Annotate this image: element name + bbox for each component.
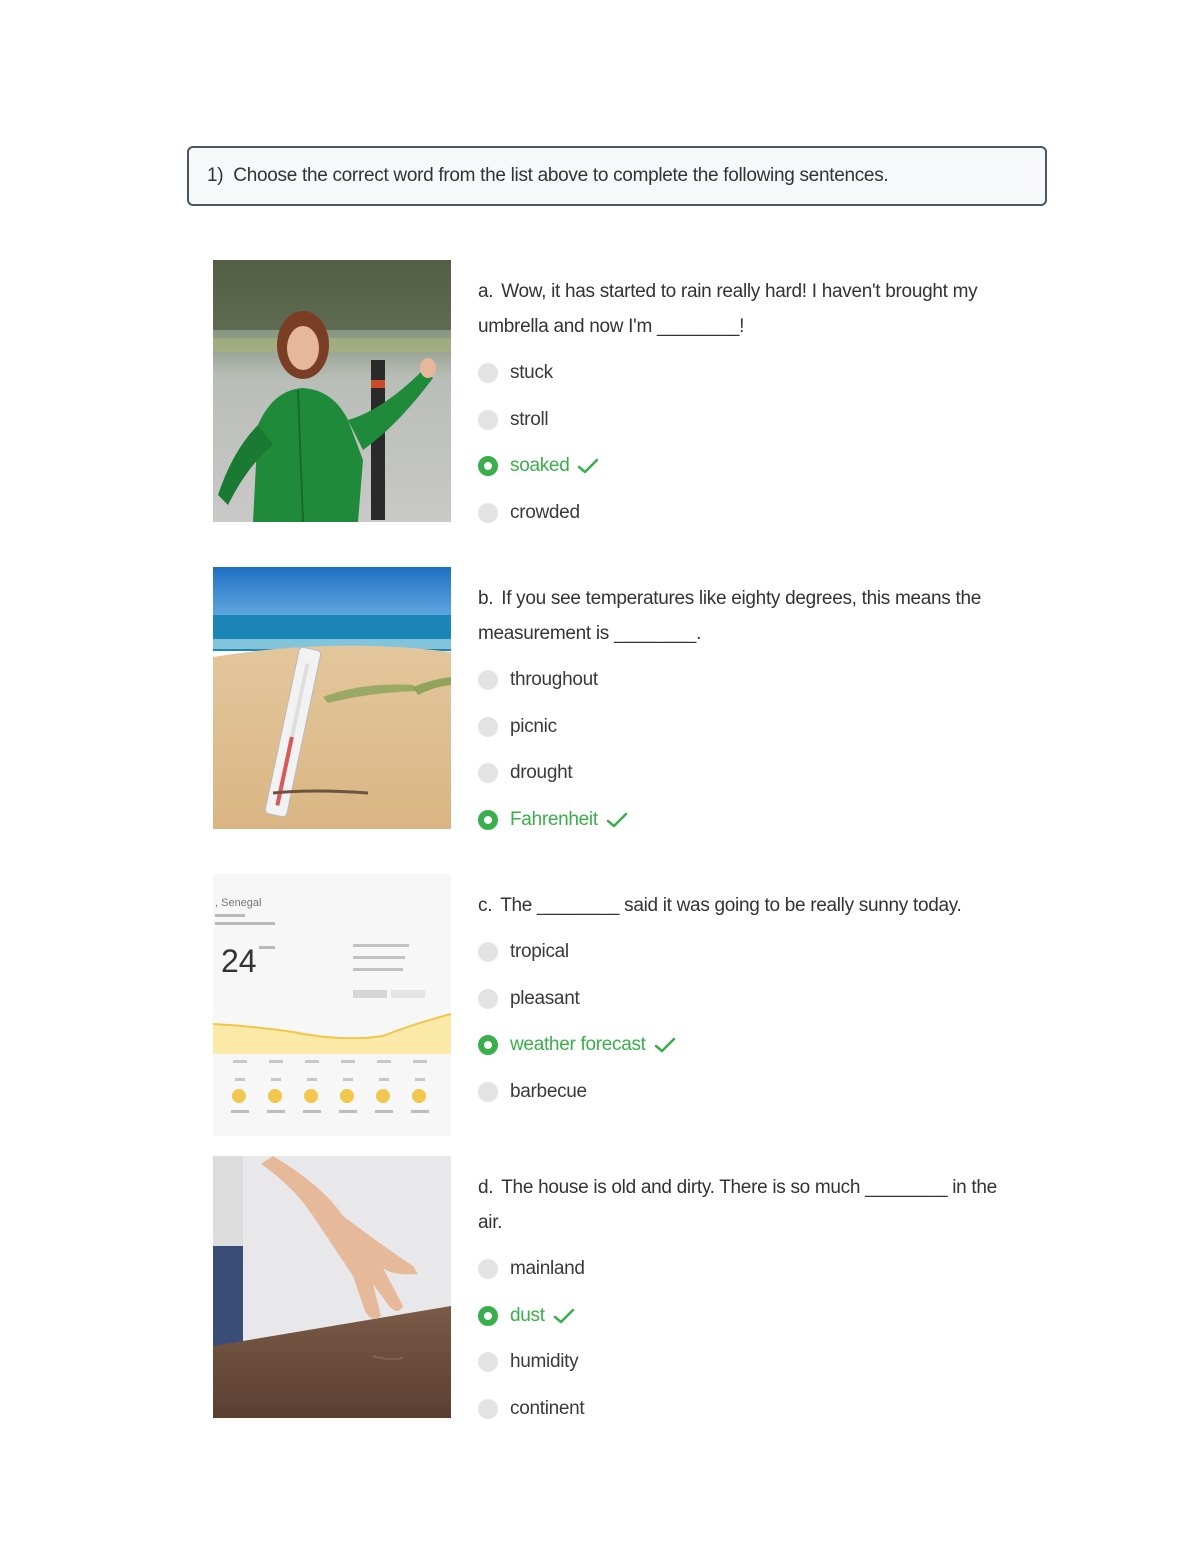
radio-button-selected[interactable] bbox=[478, 1035, 498, 1055]
radio-button[interactable] bbox=[478, 717, 498, 737]
question-d-text bbox=[478, 1170, 1018, 1240]
question-c-body bbox=[478, 888, 1018, 1115]
option-tropical[interactable] bbox=[478, 929, 1018, 976]
option-label: continent bbox=[510, 1397, 585, 1419]
woman-in-rain-photo bbox=[213, 260, 451, 522]
option-label: humidity bbox=[510, 1351, 579, 1373]
option-stroll[interactable] bbox=[478, 397, 1018, 444]
option-label: Fahrenheit bbox=[510, 808, 598, 830]
radio-button[interactable] bbox=[478, 503, 498, 523]
question-d-sentence: The house is old and dirty. There is so much ________ in the air. bbox=[478, 1177, 997, 1233]
hand-on-dusty-table-photo bbox=[213, 1156, 451, 1418]
radio-button[interactable] bbox=[478, 1352, 498, 1372]
thermometer-in-sand-photo bbox=[213, 567, 451, 829]
option-label: stroll bbox=[510, 408, 549, 430]
question-a-text bbox=[478, 274, 1018, 344]
question-d-body bbox=[478, 1170, 1018, 1432]
option-mainland[interactable] bbox=[478, 1246, 1018, 1293]
radio-button-selected[interactable] bbox=[478, 1306, 498, 1326]
checkmark-icon bbox=[654, 1036, 676, 1054]
question-c-letter: c. bbox=[478, 895, 493, 916]
option-label: stuck bbox=[510, 362, 553, 384]
radio-button[interactable] bbox=[478, 410, 498, 430]
option-label: soaked bbox=[510, 455, 570, 477]
option-label: weather forecast bbox=[510, 1034, 646, 1056]
option-weather-forecast[interactable] bbox=[478, 1022, 1018, 1069]
option-crowded[interactable] bbox=[478, 490, 1018, 537]
option-throughout[interactable] bbox=[478, 657, 1018, 704]
instruction-box bbox=[187, 146, 1047, 206]
radio-button[interactable] bbox=[478, 989, 498, 1009]
question-a-letter: a. bbox=[478, 281, 494, 302]
option-soaked[interactable] bbox=[478, 443, 1018, 490]
question-number: 1) bbox=[207, 165, 224, 186]
radio-button[interactable] bbox=[478, 1399, 498, 1419]
question-b-body bbox=[478, 581, 1018, 843]
question-b-text bbox=[478, 581, 1018, 651]
checkmark-icon bbox=[553, 1307, 575, 1325]
checkmark-icon bbox=[577, 457, 599, 475]
question-b-sentence: If you see temperatures like eighty degrees, this means the measurement is ________. bbox=[478, 588, 981, 644]
weather-location: , Senegal bbox=[215, 897, 262, 909]
question-d bbox=[213, 1156, 1033, 1418]
option-humidity[interactable] bbox=[478, 1339, 1018, 1386]
question-c-text bbox=[478, 888, 1018, 923]
option-label: mainland bbox=[510, 1258, 585, 1280]
option-label: pleasant bbox=[510, 987, 580, 1009]
radio-button[interactable] bbox=[478, 1082, 498, 1102]
radio-button[interactable] bbox=[478, 670, 498, 690]
option-barbecue[interactable] bbox=[478, 1069, 1018, 1116]
question-a-sentence: Wow, it has started to rain really hard! I haven't brought my umbrella and now I'm ________! bbox=[478, 281, 978, 337]
option-label: crowded bbox=[510, 501, 580, 523]
radio-button-selected[interactable] bbox=[478, 456, 498, 476]
option-stuck[interactable] bbox=[478, 350, 1018, 397]
radio-button[interactable] bbox=[478, 1259, 498, 1279]
option-label: dust bbox=[510, 1304, 545, 1326]
option-label: throughout bbox=[510, 669, 598, 691]
question-a bbox=[213, 260, 1033, 522]
instruction-text: Choose the correct word from the list above to complete the following sentences. bbox=[233, 165, 889, 186]
radio-button-selected[interactable] bbox=[478, 810, 498, 830]
option-pleasant[interactable] bbox=[478, 976, 1018, 1023]
option-picnic[interactable] bbox=[478, 704, 1018, 751]
checkmark-icon bbox=[606, 811, 628, 829]
option-label: drought bbox=[510, 762, 573, 784]
weather-temperature: 24 bbox=[221, 943, 257, 979]
question-b-letter: b. bbox=[478, 588, 494, 609]
radio-button[interactable] bbox=[478, 363, 498, 383]
option-continent[interactable] bbox=[478, 1386, 1018, 1433]
radio-button[interactable] bbox=[478, 942, 498, 962]
question-a-body bbox=[478, 274, 1018, 536]
option-label: tropical bbox=[510, 941, 569, 963]
radio-button[interactable] bbox=[478, 763, 498, 783]
option-drought[interactable] bbox=[478, 750, 1018, 797]
option-fahrenheit[interactable] bbox=[478, 797, 1018, 844]
option-dust[interactable] bbox=[478, 1293, 1018, 1340]
question-d-letter: d. bbox=[478, 1177, 494, 1198]
option-label: picnic bbox=[510, 715, 557, 737]
question-c bbox=[213, 874, 1033, 1136]
weather-widget-screenshot bbox=[213, 874, 451, 1136]
question-c-sentence: The ________ said it was going to be really sunny today. bbox=[500, 895, 962, 916]
question-b bbox=[213, 567, 1033, 829]
option-label: barbecue bbox=[510, 1080, 587, 1102]
